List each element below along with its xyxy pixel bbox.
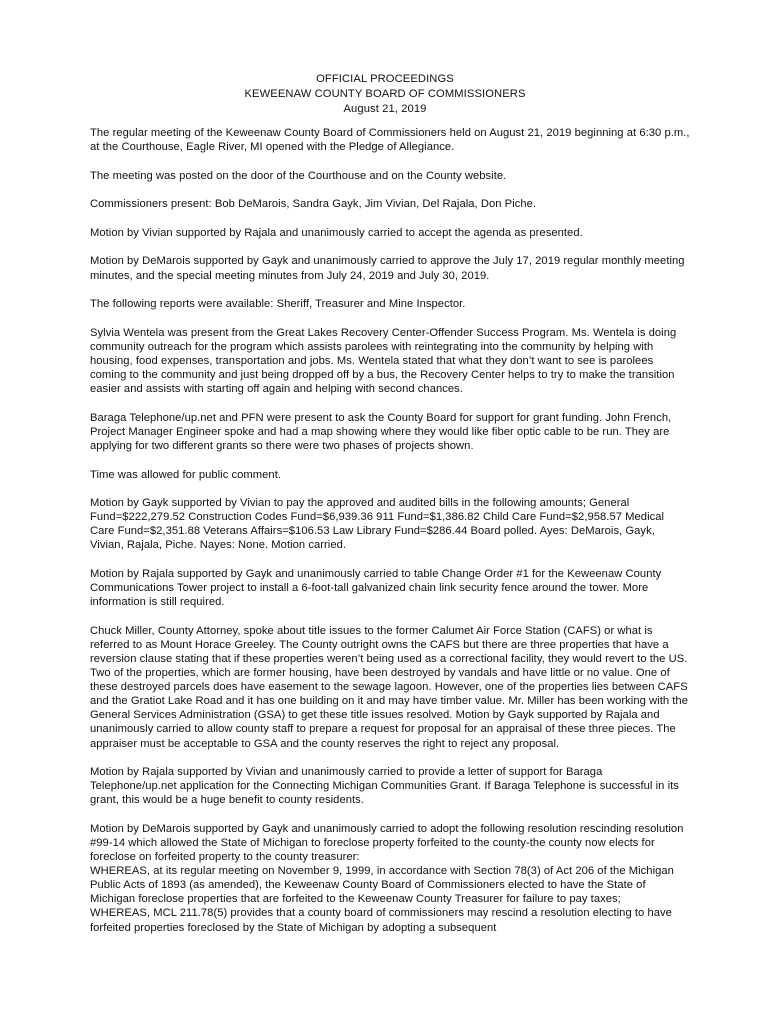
paragraph-bills-motion: Motion by Gayk supported by Vivian to pay the approved and audited bills in the following amounts; General Fund=$222,279.52 Construction Codes Fund=$6,939.36 911 Fund=$1,386.82 Child Care Fund=$2,958.57 Medical Care Fund=$2,351.88 Veterans Affairs=$106.53 Law Library Fund=$286.44 Board polled. Ayes: DeMarois, Gayk, Vivian, Rajala, Piche. Nayes: None. Motion carried. xyxy=(90,497,665,552)
paragraph-whereas-1: WHEREAS, at its regular meeting on November 9, 1999, in accordance with Section 78(3) of Act 206 of the Michigan Public Acts of 1893 (as amended), the Keweenaw County Board of Commissioners elected to have the State of Michigan foreclose properties that are forfeited to the Keweenaw County Treasurer for failure to pay taxes; xyxy=(90,865,674,906)
paragraph-letter-of-support: Motion by Rajala supported by Vivian and unanimously carried to provide a letter of support for Baraga Telephone/up.net application for the Connecting Michigan Communities Grant. If Baraga Telephone is successful in its grant, this would be a huge benefit to county residents. xyxy=(90,766,679,807)
header-board-name: KEWEENAW COUNTY BOARD OF COMMISSIONERS xyxy=(244,88,526,100)
paragraph-change-order: Motion by Rajala supported by Gayk and unanimously carried to table Change Order #1 for the Keweenaw County Communications Tower project to install a 6-foot-tall galvanized chain link security fence around the tower. More information is still required. xyxy=(90,567,662,609)
paragraph-posting: The meeting was posted on the door of the Courthouse and on the County website. xyxy=(90,169,507,182)
paragraph-agenda-motion: Motion by Vivian supported by Rajala and unanimously carried to accept the agenda as presented. xyxy=(90,226,583,239)
paragraph-whereas-2: WHEREAS, MCL 211.78(5) provides that a county board of commissioners may rescind a resolution electing to have forfeited properties foreclosed by the State of Michigan by adopting a subsequent xyxy=(90,907,672,934)
header-date: August 21, 2019 xyxy=(343,103,427,115)
header-title: OFFICIAL PROCEEDINGS xyxy=(316,73,454,85)
paragraph-reports: The following reports were available: Sheriff, Treasurer and Mine Inspector. xyxy=(90,298,466,311)
document-header xyxy=(0,72,770,117)
paragraph-minutes-motion: Motion by DeMarois supported by Gayk and unanimously carried to approve the July 17, 2019 regular monthly meeting minutes, and the special meeting minutes from July 24, 2019 and July 30, 2019. xyxy=(90,255,685,282)
paragraph-recovery-center: Sylvia Wentela was present from the Great Lakes Recovery Center-Offender Success Program. Ms. Wentela is doing community outreach for the program which assists parolees with reintegrating into the community by helping with housing, food expenses, transportation and jobs. Ms. Wentela stated that what they don’t want to see is parolees coming to the community and just being dropped off by a bus, the Recovery Center helps to try to make the transition easier and assists with starting off again and helping with second chances. xyxy=(90,326,677,396)
paragraph-public-comment: Time was allowed for public comment. xyxy=(90,468,282,481)
paragraph-commissioners-present: Commissioners present: Bob DeMarois, Sandra Gayk, Jim Vivian, Del Rajala, Don Piche. xyxy=(90,198,537,211)
paragraph-resolution-intro: Motion by DeMarois supported by Gayk and unanimously carried to adopt the following resolution rescinding resolution #99-14 which allowed the State of Michigan to foreclose property forfeited to the county-the county now elects for foreclose on forfeited property to the county treasurer: xyxy=(90,822,684,864)
document-body xyxy=(90,126,690,935)
paragraph-opening: The regular meeting of the Keweenaw County Board of Commissioners held on August 21, 2019 beginning at 6:30 p.m., at the Courthouse, Eagle River, MI opened with the Pledge of Allegiance. xyxy=(90,127,690,154)
paragraph-cafs-title: Chuck Miller, County Attorney, spoke about title issues to the former Calumet Air Force Station (CAFS) or what is referred to as Mount Horace Greeley. The County outright owns the CAFS but there are three properties that have a reversion clause stating that if these properties weren’t being used as a correctional facility, they would revert to the US. Two of the properties, which are former housing, have been destroyed by vandals and have little or no value. One of these destroyed parcels does have easement to the sewage lagoon. However, one of the properties lies between CAFS and the Gratiot Lake Road and it has one building on it and may have timber value. Mr. Miller has been working with the General Services Administration (GSA) to get these title issues resolved. Motion by Gayk supported by Rajala and unanimously carried to allow county staff to prepare a request for proposal for an appraisal of these three pieces. The appraiser must be acceptable to GSA and the county reserves the right to reject any proposal. xyxy=(90,624,688,750)
paragraph-baraga-telephone: Baraga Telephone/up.net and PFN were present to ask the County Board for support for grant funding. John French, Project Manager Engineer spoke and had a map showing where they would like fiber optic cable to be run. They are applying for two different grants so there were two phases of projects shown. xyxy=(90,411,672,452)
